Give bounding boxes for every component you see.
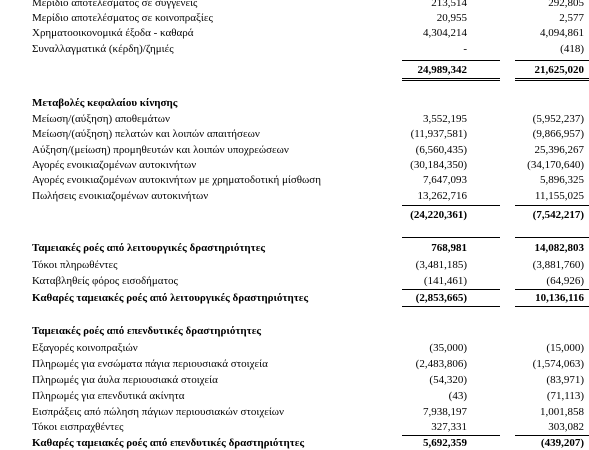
row-label: Αγορές ενοικιαζομένων αυτοκινήτων [32,159,197,171]
row-label: Πληρωμές για επενδυτικά ακίνητα [32,390,185,402]
prior-year-value: 10,136,116 [535,292,584,304]
row-label: Καταβληθείς φόρος εισοδήματος [32,275,178,287]
prior-year-value: 5,896,325 [540,174,584,186]
current-year-value: (6,560,435) [415,144,467,156]
rule-line [402,289,500,290]
current-year-value: (54,320) [429,374,467,386]
current-year-value: 213,514 [431,0,467,9]
row-label: Πωλήσεις ενοικιαζομένων αυτοκινήτων [32,190,209,202]
row-label: Εξαγορές κοινοπραξιών [32,342,138,354]
statement-row [0,158,589,172]
prior-year-value: 1,001,858 [540,406,584,418]
row-label: Μερίδιο αποτελέσματος σε συγγενείς [32,0,198,9]
current-year-value: 7,938,197 [423,406,467,418]
row-label: Μείωση/(αύξηση) πελατών και λοιπών απαιτήσεων [32,128,260,140]
rule-line [515,237,589,238]
statement-row [0,258,589,272]
subtotal-row [0,208,589,222]
statement-row [0,291,589,305]
prior-year-value: (1,574,063) [532,358,584,370]
statement-row [0,42,589,56]
prior-year-value: 2,577 [559,12,584,24]
current-year-value: (24,220,361) [410,209,467,221]
prior-year-value: (9,866,957) [532,128,584,140]
statement-row [0,189,589,203]
statement-row [0,11,589,25]
current-year-value: (2,853,665) [415,292,467,304]
statement-row [0,173,589,187]
current-year-value: (11,937,581) [410,128,467,140]
rule-line [402,205,500,206]
rule-line [515,205,589,206]
rule-line [515,78,589,79]
rule-line [402,306,500,307]
row-label: Εισπράξεις από πώληση πάγιων περιουσιακών στοιχείων [32,406,285,418]
prior-year-value: (3,881,760) [532,259,584,271]
prior-year-value: 25,396,267 [534,144,584,156]
current-year-value: 4,304,214 [423,27,467,39]
current-year-value: (43) [448,390,467,402]
rule-line [402,80,500,81]
rule-line [515,60,589,61]
current-year-value: - [463,43,467,55]
row-label: Τόκοι εισπραχθέντες [32,421,124,433]
rule-line [515,80,589,81]
statement-row [0,26,589,40]
statement-row [0,436,589,450]
current-year-value: 327,331 [431,421,467,433]
prior-year-value: 303,082 [548,421,584,433]
statement-row [0,0,589,10]
current-year-value: (141,461) [423,275,467,287]
current-year-value: (2,483,806) [415,358,467,370]
statement-row [0,274,589,288]
statement-row [0,420,589,434]
rule-line [402,60,500,61]
prior-year-value: (418) [560,43,584,55]
statement-row [0,112,589,126]
current-year-value: 13,262,716 [417,190,467,202]
rule-line [402,237,500,238]
prior-year-value: (7,542,217) [532,209,584,221]
statement-row [0,405,589,419]
statement-row [0,389,589,403]
prior-year-value: 4,094,861 [540,27,584,39]
prior-year-value: (439,207) [540,437,584,449]
prior-year-value: (71,113) [546,390,584,402]
current-year-value: 7,647,093 [423,174,467,186]
prior-year-value: 21,625,020 [534,64,584,76]
row-label: Καθαρές ταμειακές ροές από επενδυτικές δραστηριότητες [32,437,305,449]
statement-row [0,373,589,387]
row-label: Χρηματοοικονομικά έξοδα - καθαρά [32,27,194,39]
row-label: Πληρωμές για ενσώματα πάγια περιουσιακά στοιχεία [32,358,268,370]
statement-row [0,127,589,141]
prior-year-value: (64,926) [546,275,584,287]
row-label: Πληρωμές για άυλα περιουσιακά στοιχεία [32,374,218,386]
row-label: Καθαρές ταμειακές ροές από λειτουργικές δραστηριότητες [32,292,309,304]
current-year-value: 3,552,195 [423,113,467,125]
row-label: Συναλλαγματικά (κέρδη)/ζημιές [32,43,174,55]
row-label: Τόκοι πληρωθέντες [32,259,118,271]
subtotal-row [0,63,589,77]
section-heading: Ταμειακές ροές από επενδυτικές δραστηριότητες [32,325,262,337]
current-year-value: 5,692,359 [423,437,467,449]
prior-year-value: 11,155,025 [534,190,584,202]
section-heading: Μεταβολές κεφαλαίου κίνησης [32,97,178,109]
statement-row [0,341,589,355]
row-label: Ταμειακές ροές από λειτουργικές δραστηριότητες [32,242,266,254]
prior-year-value: (83,971) [546,374,584,386]
statement-row [0,357,589,371]
current-year-value: 24,989,342 [417,64,467,76]
current-year-value: (35,000) [429,342,467,354]
rule-line [515,306,589,307]
rule-line [402,78,500,79]
current-year-value: (30,184,350) [410,159,467,171]
statement-row [0,241,589,255]
row-label: Μερίδιο αποτελέσματος σε κοινοπραξίες [32,12,213,24]
statement-row [0,143,589,157]
prior-year-value: (5,952,237) [532,113,584,125]
row-label: Μείωση/(αύξηση) αποθεμάτων [32,113,170,125]
row-label: Αγορές ενοικιαζομένων αυτοκινήτων με χρηματοδοτική μίσθωση [32,174,321,186]
row-label: Αύξηση/(μείωση) προμηθευτών και λοιπών υποχρεώσεων [32,144,289,156]
current-year-value: 768,981 [431,242,467,254]
rule-line [515,289,589,290]
current-year-value: 20,955 [436,12,467,24]
prior-year-value: (15,000) [546,342,584,354]
prior-year-value: 292,805 [548,0,584,9]
prior-year-value: 14,082,803 [534,242,584,254]
current-year-value: (3,481,185) [415,259,467,271]
prior-year-value: (34,170,640) [527,159,584,171]
